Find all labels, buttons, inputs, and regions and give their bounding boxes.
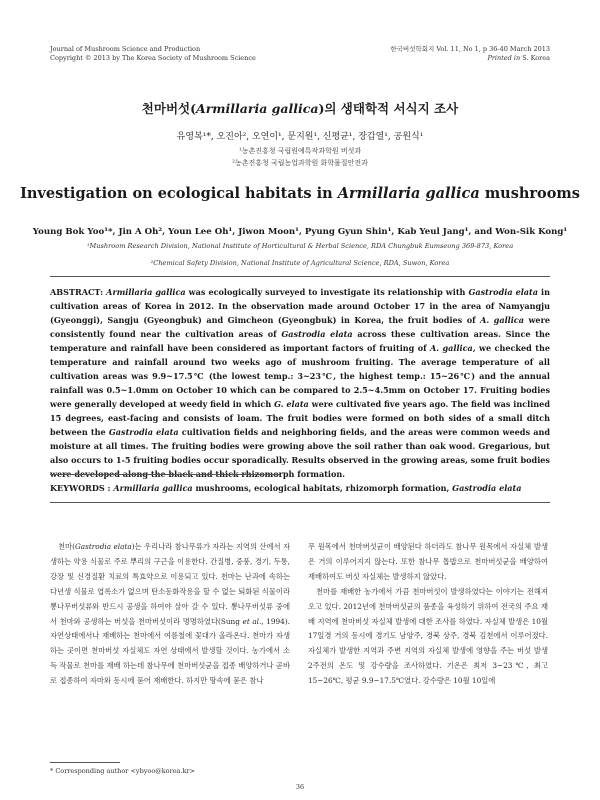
divider-keywords-end [50,502,550,503]
citation-header [390,45,550,63]
keywords-label: KEYWORDS : [50,483,114,493]
korean-affiliation-2: ²농촌진흥청 국립농업과학원 화학물질안전과 [232,159,368,167]
printed-country: S. Korea [520,54,550,62]
corresponding-author-footnote: * Corresponding author <ybyoo@korea.kr> [50,767,195,775]
keywords: KEYWORDS : Armillaria gallica mushrooms, ecological habitats, rhizomorph formation, Gastrodia elata [50,483,522,493]
abstract: ABSTRACT: Armillaria gallica was ecologically surveyed to investigate its relationship with Gastrodia elata in cultivation areas of Korea in 2012. In the observation made around October 17 in the area of Namyangju (Gyeonggi), Sangju (Gyeongbuk) and Gimcheon (Gyeongbuk) in Korea, the fruit bodies of A. gallica were consistently found near the cultivation areas of Gastrodia elata across these cultivation areas. Since the temperature and rainfall have been considered as important factors of fruiting of A. gallica, we checked the temperature and rainfall around two weeks ago of mushroom fruiting. The average temperature of all cultivation areas was 9.9~17.5℃ (the lowest temp.: 3~23℃, the highest temp.: 15~26℃) and the annual rainfall was 0.5~1.0mm on October 10 which can be compared to 2.5~4.5mm on October 17. Fruiting bodies were generally developed at weedy field in which G. elata were cultivated five years ago. The field was inclined 15 degrees, east-facing and consists of loam. The fruit bodies were formed on both sides of a small ditch between the Gastrodia elata cultivation fields and neighboring fields, and the areas were common weeds and moisture at all times. The fruiting bodies were growing above the soil rather than oak wood. Gregarious, but also occurs to 1-5 fruiting bodies occur sporadically. Results observed in the growing areas, some fruit bodies were developed along the black and thick rhizomorph formation. [50,287,551,479]
body-paragraph: 천마(Gastrodia elata)는 우리나라 참나무류가 자라는 지역의 산에서 자생하는 약용 식물로 주로 뿌리의 구근을 이용한다. 간질병, 중풍, 경기, 두통, 강장 및 신경질환 치료의 특효약으로 이용되고 있다. 천마는 난과에 속하는 다년생 식물로 엽록소가 없으며 탄소동화작용을 할 수 없는 퇴화된 식물이라 뽕나무버섯류와 반드시 공생을 하여야 살아 갈 수 있다. 뽕나무버섯류 중에서 천마와 공생하는 버섯을 천마버섯이라 명명하였다(Sung et al., 1994). 자연상태에서나 재배하는 천마에서 여름철에 꽃대가 올라온다. 천마가 자생하는 곳이면 천마버섯 자실체도 자연 상태에서 발생할 것이다. 농가에서 소득 작물로 천마를 재배 하는데 참나무에 천마버섯균을 접종 배양하거나 곧바로 접종하여 자마와 동시에 묻어 재배한다. 하지만 땅속에 묻은 참나 [50,542,290,686]
body-column-right [308,540,548,689]
journal-header [50,45,256,63]
abstract-label: ABSTRACT: [50,287,107,297]
english-authors: Young Bok Yoo¹*, Jin A Oh², Youn Lee Oh¹, Jiwon Moon¹, Pyung Gyun Shin¹, Kab Yeul Jang¹, and Won-Sik Kong¹ [32,227,568,237]
journal-name: Journal of Mushroom Science and Production [50,45,201,53]
korean-title: 천마버섯(Armillaria gallica)의 생태학적 서식지 조사 [141,101,459,116]
korean-affiliation-1: ¹농촌진흥청 국립원예특작과학원 버섯과 [238,147,362,155]
printed-in [390,54,550,63]
body-paragraph: 천마를 재배한 농가에서 가끔 천마버섯이 발생하였다는 이야기는 전해져 오고 있다. 2012년에 천마버섯균의 품종을 육성하기 위하여 전국의 주요 재배 지역에 천마버섯 자실체 발생에 대한 조사를 하였다. 자실체 발생은 10월 17일경 거의 동시에 경기도 남양주, 경북 상주, 경북 김천에서 이루어졌다. 자실체가 발생한 지역과 주변 지역의 자실체 발생에 영향을 주는 버섯 발생 2주전의 온도 및 강수량을 조사하였다. 기온은 최저 3~23℃, 최고 15~26℃, 평균 9.9~17.5℃였다. 강수량은 10월 10일에 [308,586,548,686]
english-affiliation-2: ²Chemical Safety Division, National Institute of Agricultural Science, RDA, Suwon, Korea [150,259,450,267]
citation: 한국버섯학회지 Vol. 11, No 1, p 36-40 March 2013 [390,45,550,53]
divider-top [50,276,550,277]
divider-abstract-end [50,474,280,475]
page-number: 36 [295,783,305,791]
body-paragraph: 무 원목에서 천마버섯균이 배양된다 하더라도 참나무 원목에서 자실체 발생은 거의 이루어지지 않는다. 또한 참나무 톱밥으로 천마버섯균을 배양하여 재배하여도 버섯 자실체는 발생하지 않았다. [308,542,548,581]
english-affiliation-1: ¹Mushroom Research Division, National Institute of Horticultural & Herbal Science, RDA Chungbuk Eumseong 369-873, Korea [86,242,514,250]
printed-label: Printed in [487,54,521,62]
copyright: Copyright © 2013 by The Korea Society of Mushroom Science [50,54,256,62]
english-title: Investigation on ecological habitats in Armillaria gallica mushrooms [20,185,580,202]
footnote-divider [50,762,120,763]
body-column-left [50,540,290,689]
korean-authors: 유영복¹*, 오진아², 오연이¹, 문지원¹, 신평균¹, 장갑열¹, 공원식¹ [176,132,424,142]
